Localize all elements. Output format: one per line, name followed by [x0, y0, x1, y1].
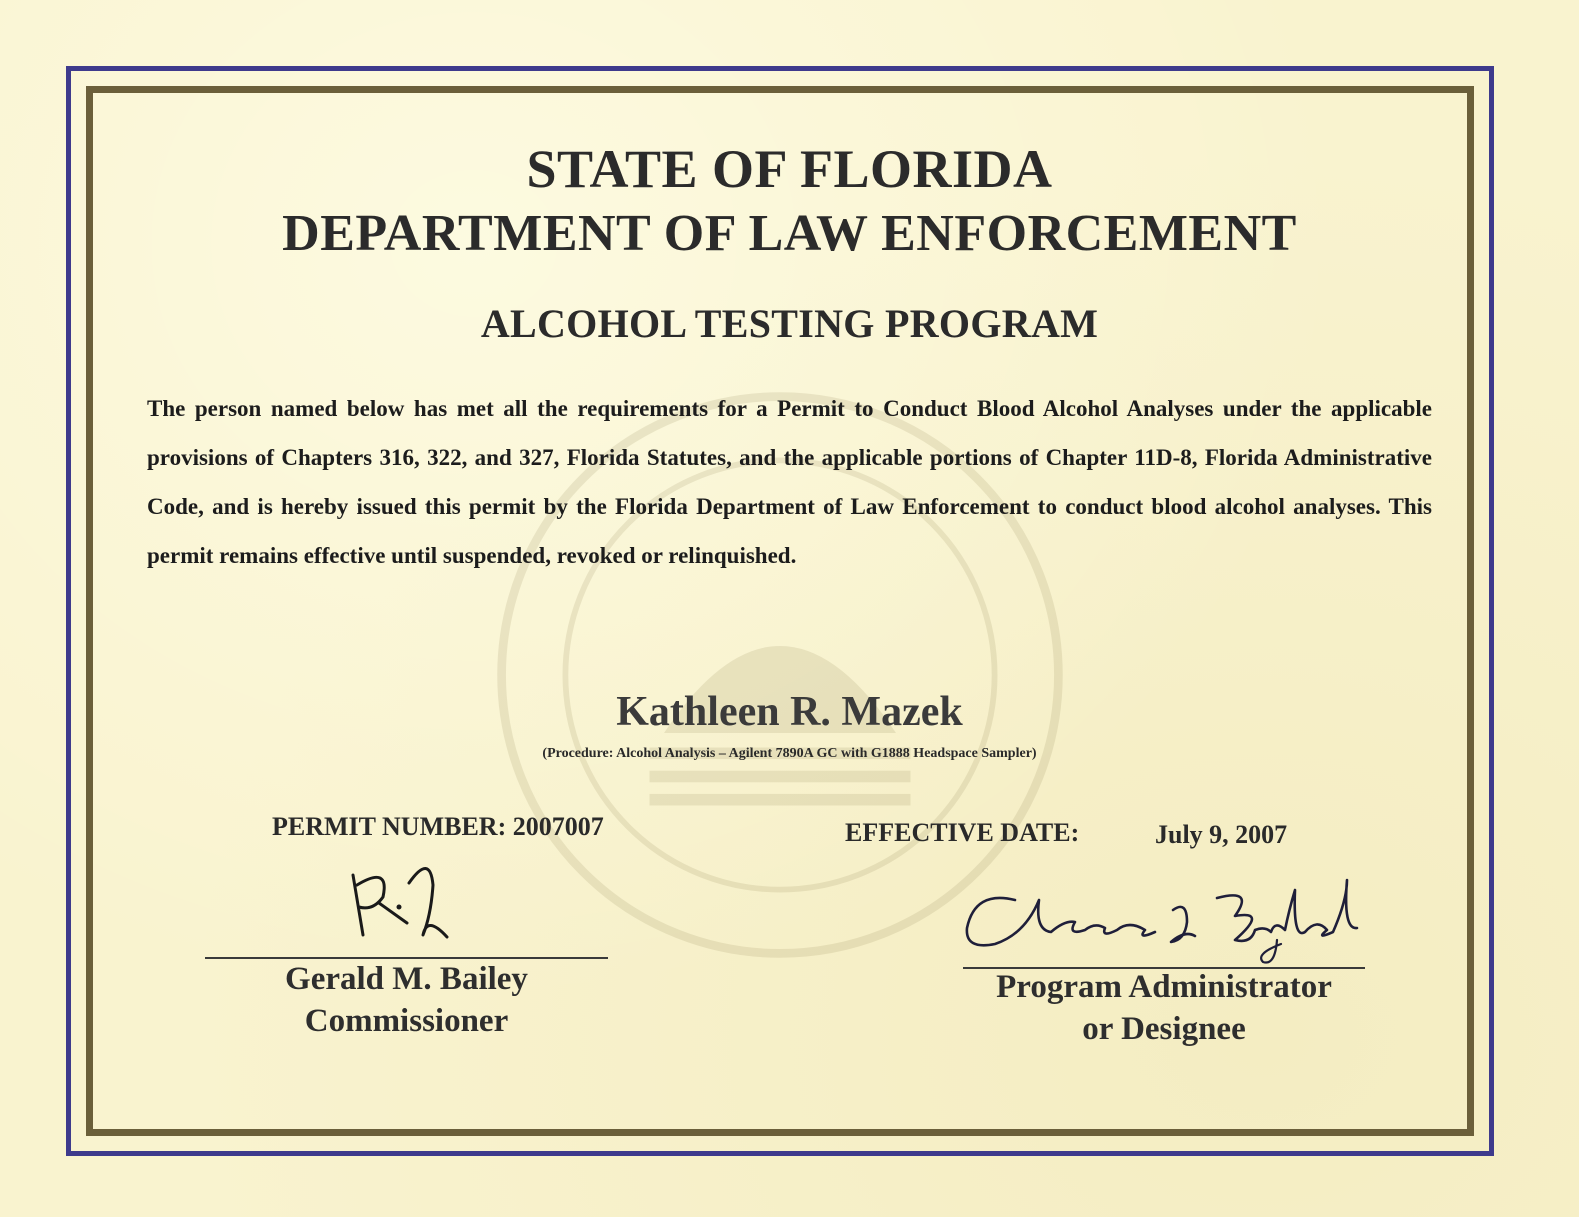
- program-title: ALCOHOL TESTING PROGRAM: [480, 301, 1099, 346]
- department-title: DEPARTMENT OF LAW ENFORCEMENT: [282, 205, 1297, 262]
- state-title: STATE OF FLORIDA: [526, 139, 1053, 199]
- permit-number-value: 2007007: [512, 812, 604, 841]
- commissioner-title: Commissioner: [304, 1003, 509, 1039]
- effective-date-value: July 9, 2007: [1155, 820, 1288, 849]
- administrator-title-line2: or Designee: [1082, 1011, 1246, 1047]
- administrator-signature: [955, 870, 1365, 970]
- administrator-title-line1: Program Administrator: [996, 969, 1332, 1005]
- procedure-description: (Procedure: Alcohol Analysis – Agilent 7890A GC with G1888 Headspace Sampler): [542, 746, 1037, 761]
- permit-number-label: PERMIT NUMBER:: [272, 812, 507, 841]
- administrator-block: [963, 966, 1365, 1050]
- permit-statement: The person named below has met all the requirements for a Permit to Conduct Blood Alcohol Analyses under the applicable provisions of Chapters 316, 322, and 327, Florida Statutes, and the applicable portions of Chapter 11D-8, Florida Administrative Code, and is hereby issued this permit by the Florida Department of Law Enforcement to conduct blood alcohol analyses. This permit remains effective until suspended, revoked or relinquished.: [147, 396, 1432, 568]
- permittee-name: Kathleen R. Mazek: [616, 689, 963, 735]
- commissioner-block: [205, 958, 608, 1042]
- commissioner-name: Gerald M. Bailey: [285, 961, 528, 997]
- effective-date-label: EFFECTIVE DATE:: [845, 818, 1080, 847]
- commissioner-signature: [335, 845, 465, 945]
- permit-number: [272, 812, 604, 842]
